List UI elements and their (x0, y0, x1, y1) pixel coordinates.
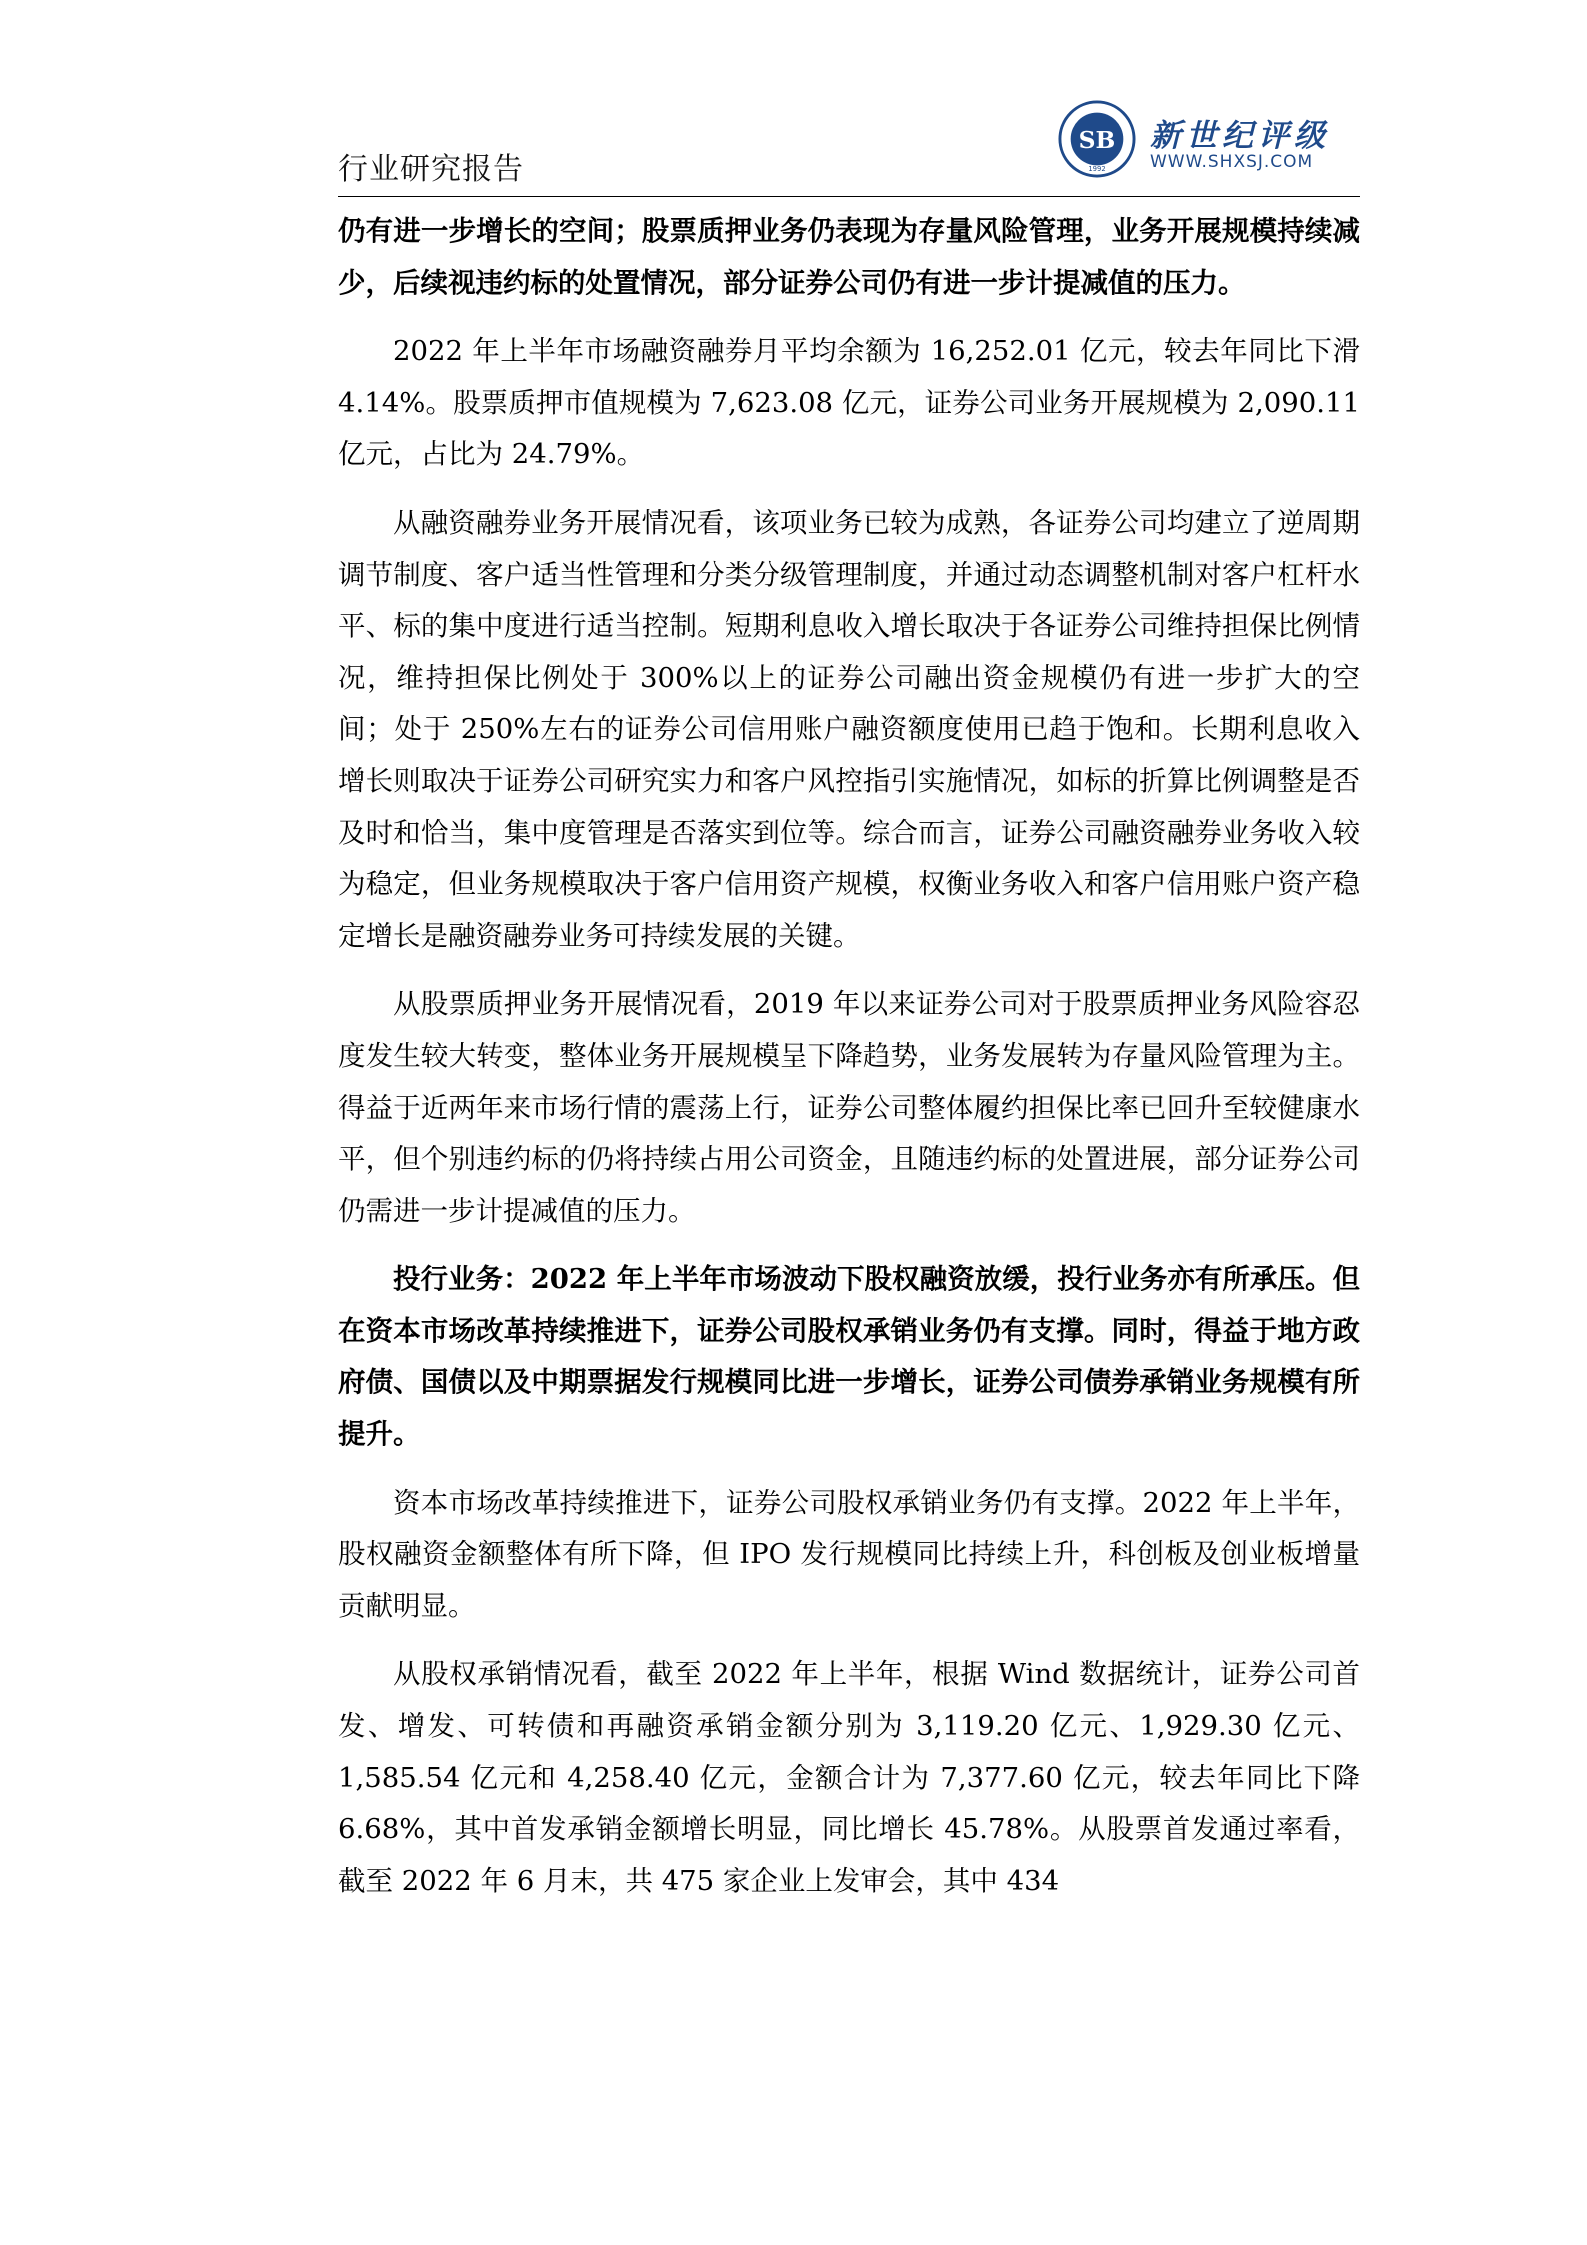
header-divider (338, 196, 1360, 197)
report-type-title: 行业研究报告 (338, 152, 524, 187)
body-paragraph: 2022 年上半年市场融资融券月平均余额为 16,252.01 亿元，较去年同比下滑 4.14%。股票质押市值规模为 7,623.08 亿元，证券公司业务开展规模为 2,090.11 亿元，占比为 24.79%。 (338, 335, 1360, 471)
page-header (338, 100, 1360, 192)
body-paragraph: 从股权承销情况看，截至 2022 年上半年，根据 Wind 数据统计，证券公司首发、增发、可转债和再融资承销金额分别为 3,119.20 亿元、1,929.30 亿元、1,585.54 亿元和 4,258.40 亿元，金额合计为 7,377.60 亿元，较去年同比下降 6.68%，其中首发承销金额增长明显，同比增长 45.78%。从股票首发通过率看，截至 2022 年 6 月末，共 475 家企业上发审会，其中 434 (338, 1658, 1360, 1897)
logo-name: 新世纪评级 (1150, 118, 1330, 154)
logo-url: WWW.SHXSJ.COM (1150, 152, 1314, 172)
body-paragraph: 从股票质押业务开展情况看，2019 年以来证券公司对于股票质押业务风险容忍度发生较大转变，整体业务开展规模呈下降趋势，业务发展转为存量风险管理为主。得益于近两年来市场行情的震荡上行，证券公司整体履约担保比率已回升至较健康水平，但个别违约标的仍将持续占用公司资金，且随违约标的处置进展，部分证券公司仍需进一步计提减值的压力。 (338, 988, 1360, 1227)
body-paragraph: 资本市场改革持续推进下，证券公司股权承销业务仍有支撑。2022 年上半年，股权融资金额整体有所下降，但 IPO 发行规模同比持续上升，科创板及创业板增量贡献明显。 (338, 1486, 1360, 1622)
body-paragraph: 从融资融券业务开展情况看，该项业务已较为成熟，各证券公司均建立了逆周期调节制度、客户适当性管理和分类分级管理制度，并通过动态调整机制对客户杠杆水平、标的集中度进行适当控制。短期利息收入增长取决于各证券公司维持担保比例情况，维持担保比例处于 300%以上的证券公司融出资金规模仍有进一步扩大的空间；处于 250%左右的证券公司信用账户融资额度使用已趋于饱和。长期利息收入增长则取决于证券公司研究实力和客户风控指引实施情况，如标的折算比例调整是否及时和恰当，集中度管理是否落实到位等。综合而言，证券公司融资融券业务收入较为稳定，但业务规模取决于客户信用资产规模，权衡业务收入和客户信用账户资产稳定增长是融资融券业务可持续发展的关键。 (338, 506, 1360, 952)
summary-paragraph-continued: 仍有进一步增长的空间；股票质押业务仍表现为存量风险管理，业务开展规模持续减少，后续视违约标的处置情况，部分证券公司仍有进一步计提减值的压力。 (338, 215, 1360, 299)
brand-logo (1058, 100, 1348, 180)
section-summary-paragraph: 投行业务：2022 年上半年市场波动下股权融资放缓，投行业务亦有所承压。但在资本市场改革持续推进下，证券公司股权承销业务仍有支撑。同时，得益于地方政府债、国债以及中期票据发行规模同比进一步增长，证券公司债券承销业务规模有所提升。 (338, 1263, 1360, 1451)
seal-year: 1992 (1088, 165, 1106, 174)
seal-monogram: SB (1078, 125, 1116, 154)
rating-seal-icon (1058, 100, 1136, 178)
report-body (338, 206, 1360, 1924)
